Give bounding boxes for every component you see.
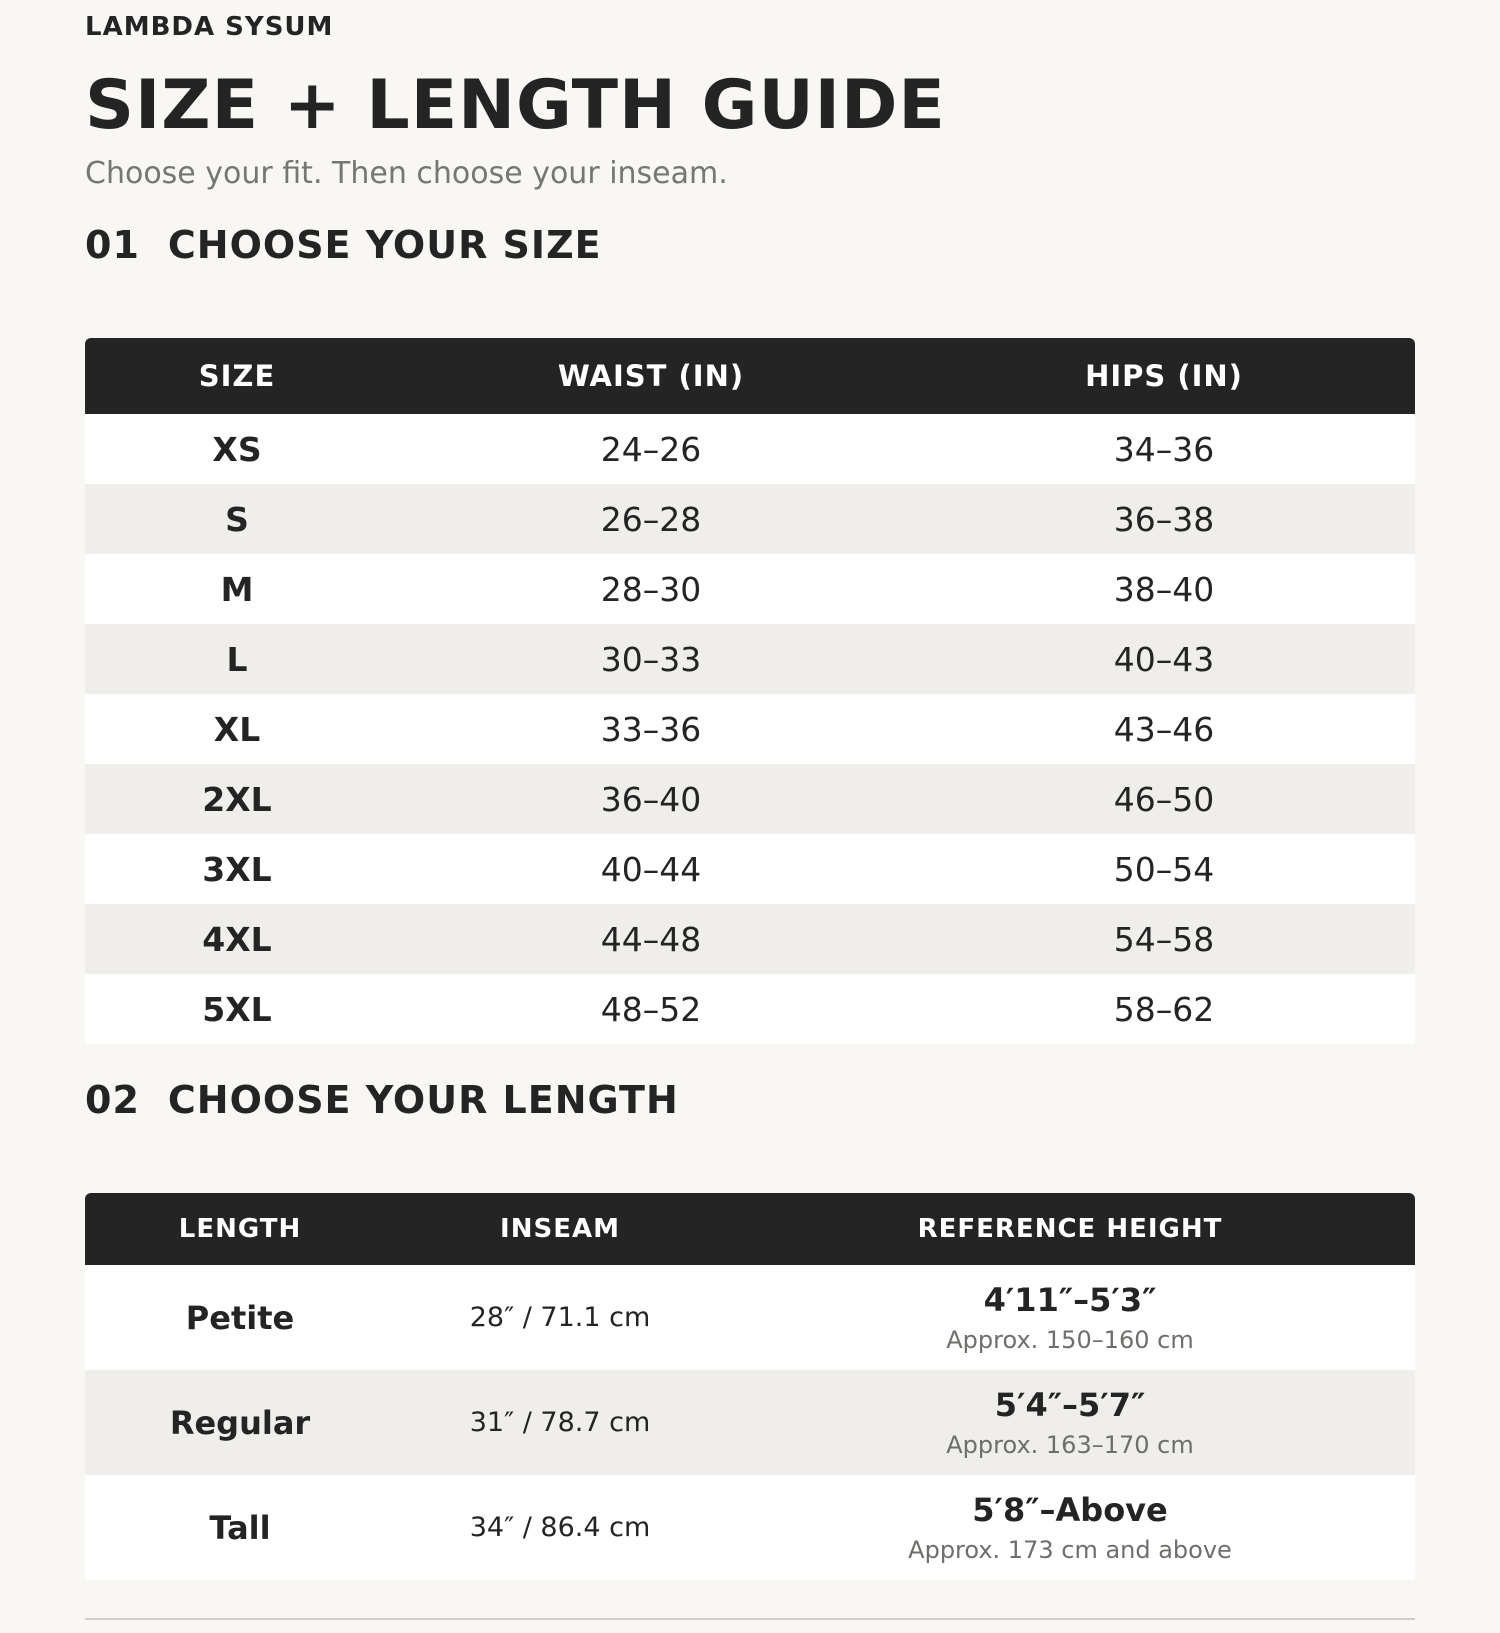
length-section-title: CHOOSE YOUR LENGTH bbox=[167, 1078, 679, 1122]
size-section-title: CHOOSE YOUR SIZE bbox=[167, 223, 602, 267]
hips-value: 54–58 bbox=[1113, 919, 1215, 959]
column-header-reference-height: REFERENCE HEIGHT bbox=[917, 1214, 1223, 1244]
size-table bbox=[85, 338, 1415, 1044]
waist-value: 48–52 bbox=[600, 989, 702, 1029]
column-header-inseam: INSEAM bbox=[500, 1214, 620, 1244]
hips-value: 38–40 bbox=[1113, 569, 1215, 609]
reference-height-cell bbox=[725, 1475, 1415, 1580]
reference-height-cm: Approx. 150–160 cm bbox=[946, 1325, 1194, 1354]
waist-value: 40–44 bbox=[600, 849, 702, 889]
size-table-header bbox=[85, 338, 1415, 414]
reference-height-cell bbox=[725, 1370, 1415, 1475]
column-header-size: SIZE bbox=[198, 359, 276, 393]
page-title: SIZE + LENGTH GUIDE bbox=[85, 66, 946, 145]
waist-value: 28–30 bbox=[600, 569, 702, 609]
column-header-length: LENGTH bbox=[178, 1214, 302, 1244]
size-row bbox=[85, 484, 1415, 554]
hips-value: 43–46 bbox=[1113, 709, 1215, 749]
hips-value: 34–36 bbox=[1113, 429, 1215, 469]
hips-value: 36–38 bbox=[1113, 499, 1215, 539]
length-row bbox=[85, 1475, 1415, 1580]
length-section-heading bbox=[85, 1078, 679, 1122]
size-value: L bbox=[226, 639, 248, 679]
length-name: Tall bbox=[209, 1508, 271, 1547]
length-row bbox=[85, 1265, 1415, 1370]
waist-value: 30–33 bbox=[600, 639, 702, 679]
size-row bbox=[85, 414, 1415, 484]
reference-height-cm: Approx. 163–170 cm bbox=[946, 1430, 1194, 1459]
hips-value: 50–54 bbox=[1113, 849, 1215, 889]
column-header-hips: HIPS (IN) bbox=[1085, 359, 1243, 393]
size-value: 4XL bbox=[202, 919, 272, 959]
size-row bbox=[85, 694, 1415, 764]
length-row bbox=[85, 1370, 1415, 1475]
inseam-value: 34″ / 86.4 cm bbox=[469, 1512, 651, 1543]
hips-value: 40–43 bbox=[1113, 639, 1215, 679]
page-subtitle: Choose your fit. Then choose your inseam. bbox=[85, 156, 728, 191]
size-row bbox=[85, 624, 1415, 694]
bottom-divider bbox=[85, 1618, 1415, 1620]
size-value: S bbox=[225, 499, 249, 539]
size-row bbox=[85, 974, 1415, 1044]
size-section-heading bbox=[85, 223, 602, 267]
waist-value: 26–28 bbox=[600, 499, 702, 539]
size-row bbox=[85, 764, 1415, 834]
length-name: Petite bbox=[185, 1298, 295, 1337]
size-section-number: 01 bbox=[85, 223, 140, 267]
size-row bbox=[85, 834, 1415, 904]
brand-name: LAMBDA SYSUM bbox=[85, 12, 334, 42]
waist-value: 44–48 bbox=[600, 919, 702, 959]
column-header-waist: WAIST (IN) bbox=[557, 359, 745, 393]
reference-height-cell bbox=[725, 1265, 1415, 1370]
size-row bbox=[85, 904, 1415, 974]
length-name: Regular bbox=[169, 1403, 311, 1442]
size-value: 3XL bbox=[202, 849, 272, 889]
reference-height-cm: Approx. 173 cm and above bbox=[908, 1535, 1232, 1564]
length-table-header bbox=[85, 1193, 1415, 1265]
size-value: XL bbox=[213, 709, 261, 749]
waist-value: 36–40 bbox=[600, 779, 702, 819]
inseam-value: 31″ / 78.7 cm bbox=[469, 1407, 651, 1438]
size-row bbox=[85, 554, 1415, 624]
reference-height-value: 5′8″–Above bbox=[972, 1490, 1168, 1529]
size-value: XS bbox=[212, 429, 262, 469]
length-table bbox=[85, 1193, 1415, 1580]
reference-height-value: 4′11″–5′3″ bbox=[983, 1280, 1157, 1319]
hips-value: 46–50 bbox=[1113, 779, 1215, 819]
inseam-value: 28″ / 71.1 cm bbox=[469, 1302, 651, 1333]
size-value: 2XL bbox=[202, 779, 272, 819]
waist-value: 24–26 bbox=[600, 429, 702, 469]
reference-height-value: 5′4″–5′7″ bbox=[994, 1385, 1146, 1424]
size-value: 5XL bbox=[202, 989, 272, 1029]
length-section-number: 02 bbox=[85, 1078, 140, 1122]
waist-value: 33–36 bbox=[600, 709, 702, 749]
size-value: M bbox=[220, 569, 254, 609]
hips-value: 58–62 bbox=[1113, 989, 1215, 1029]
